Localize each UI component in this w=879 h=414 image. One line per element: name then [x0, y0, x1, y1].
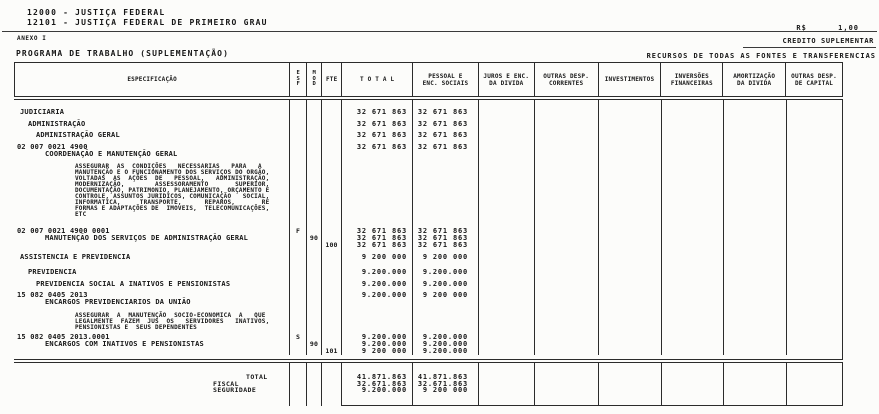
cell-outras-desp-correntes: [534, 158, 598, 218]
cell-juros-enc-divida: [478, 306, 534, 331]
cell-investimentos: [598, 100, 661, 116]
cell-juros-enc-divida: [478, 261, 534, 276]
total-value: 32 671 863: [356, 143, 407, 151]
cell-esf: [289, 100, 306, 116]
description-line: ASSEGURAR A MANUTENÇÃO SOCIO-ECONOMICA A QUE: [75, 312, 266, 319]
column-header-label: T O T A L: [359, 76, 395, 83]
total-value: 32 671 863: [356, 108, 407, 116]
totals-cell-total: [341, 363, 412, 406]
table-row: [14, 116, 842, 128]
cell-outras-desp-capital: [786, 128, 843, 139]
column-header-label: FTE: [326, 76, 338, 83]
cell-outras-desp-correntes: [534, 249, 598, 261]
cell-investimentos: [598, 158, 661, 218]
cell-especificacao: [14, 249, 289, 261]
cell-juros-enc-divida: [478, 139, 534, 158]
cell-outras-desp-capital: [786, 261, 843, 276]
cell-fte: [321, 276, 341, 288]
cell-inversoes-financeiras: [661, 261, 723, 276]
cell-inversoes-financeiras: [661, 306, 723, 331]
cell-especificacao: [14, 276, 289, 288]
cell-especificacao: [14, 139, 289, 158]
specification-text: 15 082 0405 2013: [17, 291, 88, 299]
cell-outras-desp-capital: [786, 100, 843, 116]
column-header-outras-desp-capital: [785, 63, 842, 96]
cell-outras-desp-capital: [786, 116, 843, 128]
cell-esf: [289, 249, 306, 261]
esf-value: F: [295, 227, 301, 235]
cell-investimentos: [598, 249, 661, 261]
description-line: PENSIONISTAS E SEUS DEPENDENTES: [75, 324, 197, 331]
total-value: 32 671 863: [356, 227, 407, 235]
pessoal-value: 32 671 863: [417, 234, 468, 242]
totals-row: [14, 362, 843, 406]
cell-esf: [289, 139, 306, 158]
org-unit-line-2: 12101 - JUSTIÇA FEDERAL DE PRIMEIRO GRAU: [27, 18, 268, 27]
budget-table: [14, 62, 843, 406]
description-row: [14, 306, 842, 331]
cell-pessoal-enc-sociais: [412, 331, 478, 355]
totals-label: TOTAL: [246, 373, 268, 381]
total-value: 32 671 863: [356, 234, 407, 242]
total-value: 9.200.000: [361, 280, 407, 288]
cell-amortizacao-divida: [723, 331, 786, 355]
table-row: [14, 331, 842, 355]
program-band: [0, 48, 879, 63]
cell-juros-enc-divida: [478, 331, 534, 355]
cell-inversoes-financeiras: [661, 249, 723, 261]
cell-especificacao: [14, 100, 289, 116]
esf-value: [290, 235, 306, 242]
totals-cell-especificacao: [14, 363, 289, 406]
mod-value: 90: [309, 340, 319, 348]
cell-pessoal-enc-sociais: [412, 158, 478, 218]
cell-fte: [321, 218, 341, 249]
cell-mod: [306, 249, 321, 261]
table-row: [14, 261, 842, 276]
activity-description: [14, 164, 285, 218]
cell-fte: [321, 288, 341, 306]
totals-pessoal-value: 32.671.863: [417, 379, 468, 388]
table-body: [14, 100, 843, 360]
cell-esf: [289, 158, 306, 218]
totals-cell-outras-desp-correntes: [534, 363, 598, 406]
column-header-label: O: [312, 75, 317, 82]
cell-total: [341, 158, 412, 218]
cell-inversoes-financeiras: [661, 276, 723, 288]
cell-esf: [289, 276, 306, 288]
cell-total: [341, 139, 412, 158]
column-header-label: S: [296, 75, 301, 82]
totals-cell-juros-enc-divida: [478, 363, 534, 406]
cell-outras-desp-correntes: [534, 261, 598, 276]
pessoal-value: 32 671 863: [417, 143, 468, 151]
specification-text: MANUTENÇÃO DOS SERVIÇOS DE ADMINISTRAÇÃO GERAL: [45, 234, 249, 242]
cell-amortizacao-divida: [723, 139, 786, 158]
cell-fte: [321, 158, 341, 218]
cell-outras-desp-capital: [786, 139, 843, 158]
cell-amortizacao-divida: [723, 306, 786, 331]
column-header-label: JUROS E ENC.: [483, 72, 530, 80]
org-unit-line-1: 12000 - JUSTIÇA FEDERAL: [27, 8, 166, 17]
cell-especificacao: [14, 288, 289, 306]
cell-pessoal-enc-sociais: [412, 288, 478, 306]
cell-inversoes-financeiras: [661, 139, 723, 158]
cell-especificacao: [14, 158, 289, 218]
pessoal-value: 32 671 863: [417, 227, 468, 235]
cell-esf: [289, 218, 306, 249]
cell-pessoal-enc-sociais: [412, 276, 478, 288]
cell-amortizacao-divida: [723, 288, 786, 306]
column-header-label: F: [296, 81, 301, 88]
cell-mod: [306, 306, 321, 331]
column-header-juros-enc-divida: [478, 63, 534, 96]
cell-outras-desp-correntes: [534, 139, 598, 158]
activity-description: [14, 313, 285, 331]
esf-value: S: [295, 333, 301, 341]
totals-cell-esf: [289, 363, 306, 406]
column-header-label: E: [296, 70, 301, 77]
cell-amortizacao-divida: [723, 128, 786, 139]
description-row: [14, 158, 842, 218]
specification-text: ADMINISTRAÇÃO GERAL: [36, 131, 120, 139]
cell-juros-enc-divida: [478, 276, 534, 288]
totals-cell-investimentos: [598, 363, 661, 406]
column-header-label: ESPECIFICAÇÃO: [127, 76, 177, 83]
pessoal-value: 32 671 863: [417, 241, 468, 249]
totals-cell-inversoes-financeiras: [661, 363, 723, 406]
table-row: [14, 249, 842, 261]
description-line: CONTROLE, ASSUNTOS JURIDICOS, COMUNICAÇÃO SOCIAL,: [75, 193, 270, 200]
cell-pessoal-enc-sociais: [412, 128, 478, 139]
table-row: [14, 139, 842, 158]
currency-unit-label: R$ 1,00: [796, 24, 859, 32]
cell-amortizacao-divida: [723, 116, 786, 128]
totals-pessoal-value: 41.871.863: [417, 373, 468, 381]
cell-outras-desp-capital: [786, 306, 843, 331]
cell-amortizacao-divida: [723, 218, 786, 249]
total-value: 9 200 000: [361, 253, 407, 261]
total-value: 32 671 863: [356, 241, 407, 249]
total-value: 9 200 000: [361, 347, 407, 355]
specification-text: 02 007 0021 4900: [17, 143, 88, 151]
cell-mod: [306, 331, 321, 355]
pessoal-value: 9 200 000: [422, 253, 468, 261]
esf-value: [290, 341, 306, 348]
page-title: PROGRAMA DE TRABALHO (SUPLEMENTAÇÃO): [16, 49, 229, 58]
cell-fte: [321, 331, 341, 355]
cell-outras-desp-correntes: [534, 288, 598, 306]
cell-mod: [306, 128, 321, 139]
description-line: VOLTADAS AS AÇÕES DE PESSOAL, ADMINISTRAÇÃO,: [75, 175, 270, 182]
cell-pessoal-enc-sociais: [412, 218, 478, 249]
mod-value: 90: [309, 234, 319, 242]
cell-juros-enc-divida: [478, 128, 534, 139]
cell-investimentos: [598, 261, 661, 276]
total-value: 9.200.000: [361, 340, 407, 348]
table-row: [14, 128, 842, 139]
description-line: MANUTENÇÃO E O FUNCIONAMENTO DOS SERVIÇOS DO ORGÃO,: [75, 169, 270, 176]
totals-total-value: 9.200.000: [361, 386, 407, 394]
cell-inversoes-financeiras: [661, 158, 723, 218]
cell-especificacao: [14, 218, 289, 249]
cell-amortizacao-divida: [723, 249, 786, 261]
specification-text: 02 007 0021 4900 0001: [17, 227, 110, 235]
column-header-label: CORRENTES: [549, 79, 584, 87]
cell-total: [341, 261, 412, 276]
cell-total: [341, 249, 412, 261]
fte-value: [322, 334, 341, 341]
column-header-label: DE CAPITAL: [794, 79, 834, 87]
totals-cell-mod: [306, 363, 321, 406]
cell-juros-enc-divida: [478, 158, 534, 218]
pessoal-value: 9.200.000: [422, 333, 468, 341]
cell-esf: [289, 116, 306, 128]
totals-cell-pessoal-enc-sociais: [412, 363, 478, 406]
pessoal-value: 32 671 863: [417, 120, 468, 128]
table-row: [14, 288, 842, 306]
fte-value: 101: [325, 347, 338, 355]
column-header-label: PESSOAL E: [428, 72, 463, 80]
column-header-label: INVESTIMENTOS: [604, 76, 655, 83]
cell-investimentos: [598, 306, 661, 331]
cell-amortizacao-divida: [723, 158, 786, 218]
cell-especificacao: [14, 261, 289, 276]
cell-juros-enc-divida: [478, 288, 534, 306]
cell-outras-desp-correntes: [534, 128, 598, 139]
document-header: [0, 0, 879, 63]
cell-mod: [306, 276, 321, 288]
description-line: DOCUMENTAÇÃO, PATRIMONIO, PLANEJAMENTO, ORÇAMENTO E: [75, 187, 270, 194]
description-line: LEGALMENTE FAZEM JUS OS SERVIDORES INATIVOS,: [75, 318, 270, 325]
cell-pessoal-enc-sociais: [412, 139, 478, 158]
cell-outras-desp-correntes: [534, 331, 598, 355]
totals-cell-amortizacao-divida: [723, 363, 786, 406]
mod-value: [307, 348, 321, 355]
credit-type-label: CREDITO SUPLEMENTAR: [743, 37, 876, 48]
cell-esf: [289, 288, 306, 306]
cell-juros-enc-divida: [478, 116, 534, 128]
cell-mod: [306, 100, 321, 116]
anexo-band: [0, 32, 879, 48]
column-header-inversoes-financeiras: [660, 63, 722, 96]
cell-outras-desp-capital: [786, 331, 843, 355]
cell-fte: [321, 139, 341, 158]
cell-inversoes-financeiras: [661, 288, 723, 306]
cell-total: [341, 116, 412, 128]
cell-amortizacao-divida: [723, 261, 786, 276]
column-header-label: FINANCEIRAS: [670, 79, 713, 87]
cell-total: [341, 306, 412, 331]
cell-inversoes-financeiras: [661, 331, 723, 355]
specification-text: 15 082 0405 2013.0001: [17, 333, 110, 341]
cell-total: [341, 100, 412, 116]
totals-cell-fte: [321, 363, 341, 406]
cell-esf: [289, 306, 306, 331]
totals-total-value: 41.871.863: [356, 373, 407, 381]
column-header-label: OUTRAS DESP.: [543, 72, 590, 80]
cell-esf: [289, 128, 306, 139]
cell-investimentos: [598, 288, 661, 306]
cell-investimentos: [598, 139, 661, 158]
cell-outras-desp-capital: [786, 218, 843, 249]
total-value: 9.200.000: [361, 291, 407, 299]
esf-value: [290, 242, 306, 249]
table-row: [14, 218, 842, 249]
specification-text: PREVIDENCIA SOCIAL A INATIVOS E PENSIONISTAS: [36, 280, 231, 288]
cell-outras-desp-capital: [786, 288, 843, 306]
column-header-fte: [321, 63, 341, 96]
cell-pessoal-enc-sociais: [412, 116, 478, 128]
cell-outras-desp-capital: [786, 276, 843, 288]
cell-outras-desp-correntes: [534, 306, 598, 331]
cell-investimentos: [598, 116, 661, 128]
total-value: 9.200.000: [361, 268, 407, 276]
pessoal-value: 32 671 863: [417, 108, 468, 116]
cell-total: [341, 288, 412, 306]
column-header-label: INVERSÕES: [674, 72, 709, 80]
cell-especificacao: [14, 116, 289, 128]
description-line: ETC: [75, 211, 87, 218]
cell-outras-desp-correntes: [534, 116, 598, 128]
specification-text: ENCARGOS PREVIDENCIARIOS DA UNIÃO: [45, 298, 191, 306]
total-value: 32 671 863: [356, 120, 407, 128]
cell-investimentos: [598, 218, 661, 249]
cell-fte: [321, 116, 341, 128]
cell-mod: [306, 116, 321, 128]
fte-value: 100: [325, 241, 338, 249]
cell-pessoal-enc-sociais: [412, 261, 478, 276]
cell-fte: [321, 128, 341, 139]
cell-mod: [306, 288, 321, 306]
cell-esf: [289, 331, 306, 355]
anexo-label: ANEXO I: [17, 35, 47, 42]
table-row: [14, 100, 842, 116]
cell-investimentos: [598, 276, 661, 288]
cell-fte: [321, 306, 341, 331]
total-value: 9.200.000: [361, 333, 407, 341]
pessoal-value: 9.200.000: [422, 268, 468, 276]
cell-outras-desp-correntes: [534, 218, 598, 249]
description-line: INFORMATICA, TRANSPORTE, REPAROS, RE: [75, 199, 270, 206]
cell-total: [341, 331, 412, 355]
cell-mod: [306, 218, 321, 249]
cell-inversoes-financeiras: [661, 116, 723, 128]
specification-text: ASSISTENCIA E PREVIDENCIA: [20, 253, 131, 261]
cell-especificacao: [14, 306, 289, 331]
cell-mod: [306, 158, 321, 218]
column-header-especificacao: [15, 63, 289, 96]
cell-fte: [321, 249, 341, 261]
cell-outras-desp-correntes: [534, 100, 598, 116]
cell-total: [341, 276, 412, 288]
cell-inversoes-financeiras: [661, 128, 723, 139]
specification-text: JUDICIARIA: [20, 108, 65, 116]
cell-fte: [321, 261, 341, 276]
specification-text: PREVIDENCIA: [28, 268, 77, 276]
cell-amortizacao-divida: [723, 276, 786, 288]
cell-especificacao: [14, 331, 289, 355]
column-header-esf: [289, 63, 306, 96]
column-header-label: M: [312, 70, 317, 77]
cell-amortizacao-divida: [723, 100, 786, 116]
cell-juros-enc-divida: [478, 100, 534, 116]
description-line: MODERNIZAÇÃO, ASSESSORAMENTO SUPERIOR,: [75, 181, 270, 188]
cell-juros-enc-divida: [478, 218, 534, 249]
cell-total: [341, 128, 412, 139]
mod-value: [307, 242, 321, 249]
column-header-label: OUTRAS DESP.: [791, 72, 837, 80]
cell-investimentos: [598, 331, 661, 355]
cell-pessoal-enc-sociais: [412, 306, 478, 331]
cell-inversoes-financeiras: [661, 218, 723, 249]
cell-mod: [306, 261, 321, 276]
totals-total-value: 32.671.863: [356, 379, 407, 388]
totals-label: SEGURIDADE: [213, 386, 257, 394]
column-header-amortizacao-divida: [722, 63, 785, 96]
total-value: 32 671 863: [356, 131, 407, 139]
cell-mod: [306, 139, 321, 158]
pessoal-value: 9.200.000: [422, 347, 468, 355]
cell-outras-desp-capital: [786, 158, 843, 218]
specification-text: ENCARGOS COM INATIVOS E PENSIONISTAS: [45, 340, 204, 348]
description-line: ASSEGURAR AS CONDIÇÕES NECESSARIAS PARA A: [75, 163, 262, 170]
fte-value: [322, 228, 341, 235]
resources-label: RECURSOS DE TODAS AS FONTES E TRANSFERENCIAS: [646, 52, 876, 60]
totals-cell-outras-desp-capital: [786, 363, 843, 406]
cell-inversoes-financeiras: [661, 100, 723, 116]
pessoal-value: 9.200.000: [422, 280, 468, 288]
table-row: [14, 276, 842, 288]
specification-text: COORDENAÇÃO E MANUTENÇÃO GERAL: [45, 150, 178, 158]
cell-outras-desp-correntes: [534, 276, 598, 288]
table-header-row: [14, 62, 843, 97]
description-line: FORMAS E ADAPTAÇÕES DE IMOVEIS, TELECOMUNICAÇÕES,: [75, 205, 270, 212]
column-header-label: D: [312, 81, 317, 88]
cell-outras-desp-capital: [786, 249, 843, 261]
cell-investimentos: [598, 128, 661, 139]
specification-text: ADMINISTRAÇÃO: [28, 120, 86, 128]
pessoal-value: 9 200 000: [422, 291, 468, 299]
cell-especificacao: [14, 128, 289, 139]
esf-value: [290, 348, 306, 355]
cell-fte: [321, 100, 341, 116]
column-header-label: DA DIVIDA: [489, 79, 524, 87]
cell-pessoal-enc-sociais: [412, 100, 478, 116]
column-header-outras-desp-correntes: [534, 63, 598, 96]
cell-esf: [289, 261, 306, 276]
pessoal-value: 9.200.000: [422, 340, 468, 348]
cell-total: [341, 218, 412, 249]
column-header-investimentos: [598, 63, 661, 96]
column-header-total: [341, 63, 412, 96]
totals-label: FISCAL: [213, 379, 239, 388]
column-header-label: ENC. SOCIAIS: [422, 79, 469, 87]
column-header-mod: [306, 63, 321, 96]
cell-juros-enc-divida: [478, 249, 534, 261]
totals-pessoal-value: 9 200 000: [422, 386, 468, 394]
pessoal-value: 32 671 863: [417, 131, 468, 139]
column-header-pessoal-enc-sociais: [412, 63, 478, 96]
cell-pessoal-enc-sociais: [412, 249, 478, 261]
column-header-label: DA DIVIDA: [737, 79, 772, 87]
column-header-label: AMORTIZAÇÃO: [733, 72, 776, 80]
